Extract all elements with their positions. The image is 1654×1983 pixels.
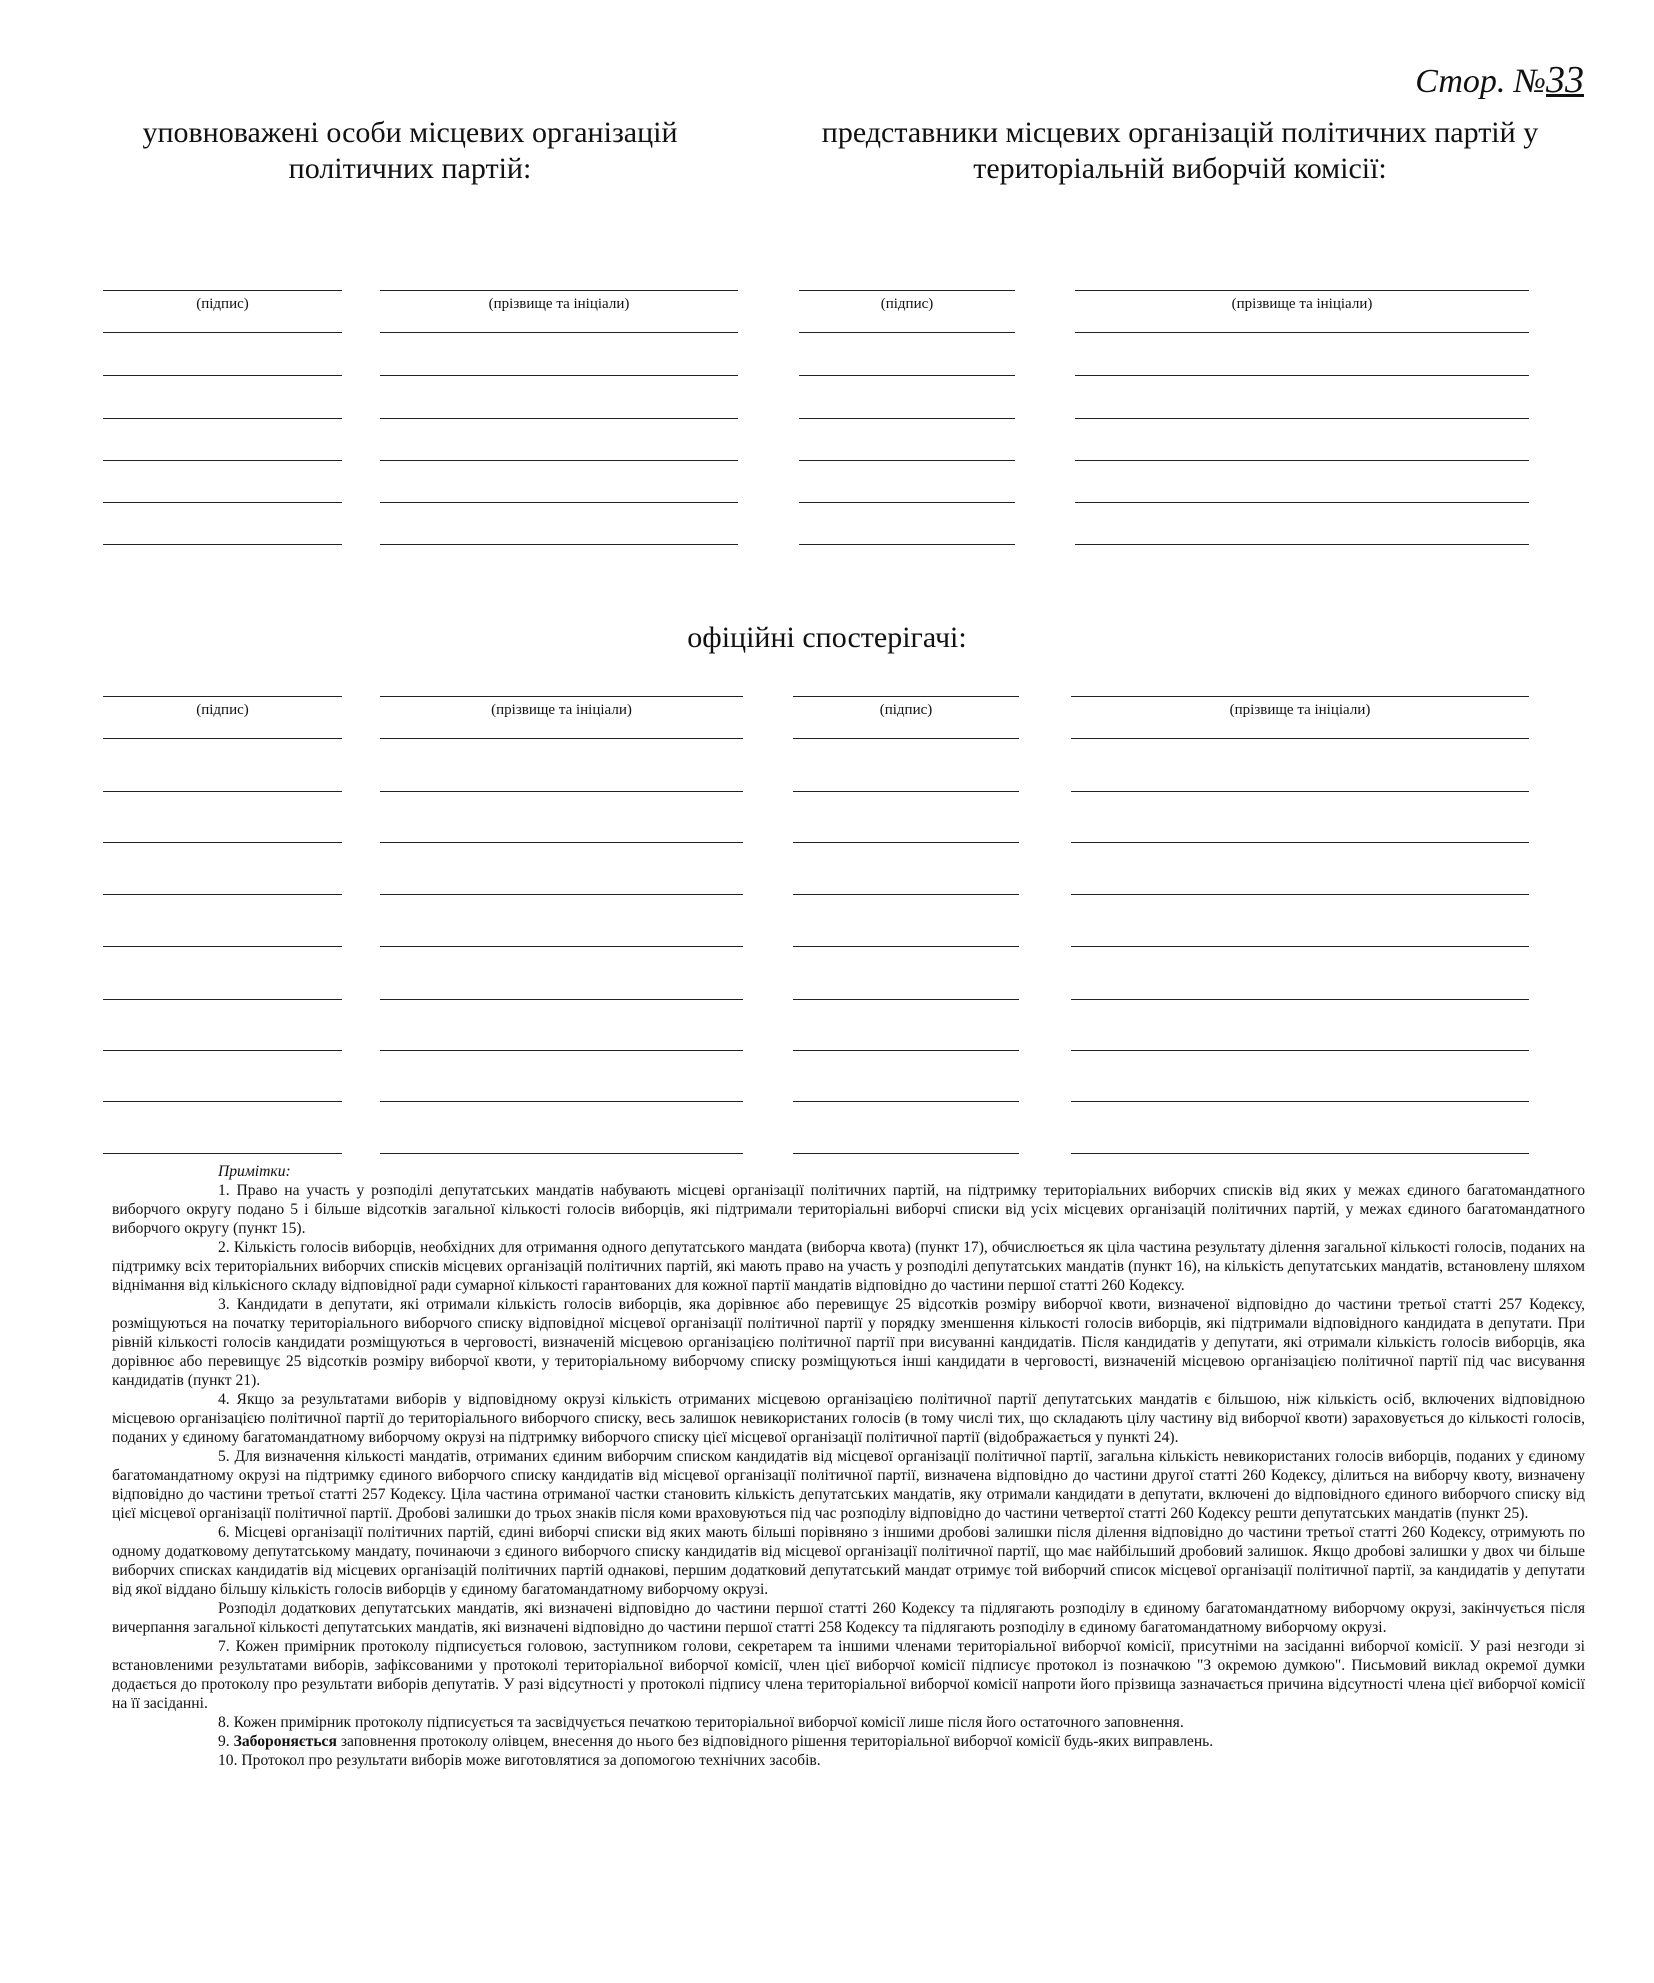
observers-heading: офіційні спостерігачі:: [687, 621, 967, 654]
signature-line[interactable]: [793, 1050, 1019, 1051]
signature-line[interactable]: [793, 738, 1019, 739]
signature-caption: (підпис): [196, 296, 249, 312]
note-item: 6. Місцеві організації політичних партій, єдині виборчі списки від яких мають більші порівняно з іншими дробові залишки після ділення відповідно до частини третьої статті 260 Кодексу, отримують по одному додатковому депутатському мандату, починаючи з єдиного виборчого списку кандидатів від місцевої організації політичної партії, що має найбільший дробовий залишок. Якщо дробові залишки у двох чи більше виборчих списках кандидатів від місцевих організацій політичних партій однакові, першим додатковий депутатський мандат отримує той виборчий список місцевої організації політичної партії, за кандидатів у депутати від якої віддано більшу кількість голосів виборців у єдиному багатомандатному виборчому окрузі.: [112, 1524, 1585, 1598]
notes-section: [112, 1162, 1585, 1770]
signature-line[interactable]: [793, 999, 1019, 1000]
signature-line[interactable]: [103, 544, 342, 545]
signature-line[interactable]: [380, 332, 738, 333]
signature-line[interactable]: [793, 842, 1019, 843]
note-item: 2. Кількість голосів виборців, необхідних для отримання одного депутатського мандата (виборча квота) (пункт 17), обчислюється як ціла частина результату ділення загальної кількості голосів, поданих на підтримку всіх територіальних виборчих списків місцевих організацій політичних партій, які мають право на участь у розподілі депутатських мандатів (пункт 16), на кількість депутатських мандатів, встановлену шляхом віднімання від кількісного складу відповідної ради сумарної кількості гарантованих для кожної партії мандатів відповідно до частини першої статті 260 Кодексу.: [112, 1239, 1585, 1294]
signature-top-line: [103, 696, 342, 697]
note-item: 8. Кожен примірник протоколу підписується та засвідчується печаткою територіальної виборчої комісії лише після його остаточного заповнення.: [218, 1714, 1184, 1731]
signature-line[interactable]: [799, 375, 1015, 376]
signature-line[interactable]: [103, 460, 342, 461]
signature-line[interactable]: [380, 544, 738, 545]
signature-caption: (підпис): [196, 702, 249, 718]
signature-line[interactable]: [1075, 332, 1529, 333]
signature-line[interactable]: [380, 946, 743, 947]
signature-line[interactable]: [380, 1050, 743, 1051]
signature-line[interactable]: [103, 375, 342, 376]
signature-caption: (прізвище та ініціали): [1229, 702, 1371, 718]
signature-caption: (прізвище та ініціали): [491, 702, 632, 718]
signature-line[interactable]: [1071, 738, 1529, 739]
page-number: [1415, 58, 1584, 102]
authorized-persons-heading: уповноважені особи місцевих організацій політичних партій:: [142, 116, 678, 185]
signature-caption: (підпис): [879, 702, 933, 718]
signature-line[interactable]: [793, 1101, 1019, 1102]
signature-line[interactable]: [793, 1153, 1019, 1154]
signature-line[interactable]: [1071, 842, 1529, 843]
signature-line[interactable]: [1071, 1050, 1529, 1051]
note-item: 7. Кожен примірник протоколу підписується головою, заступником голови, секретарем та іншими членами територіальної виборчої комісії, присутніми на засіданні виборчої комісії. У разі незгоди зі встановленими результатами виборів, зафіксованими у протоколі територіальної виборчої комісії, член цієї виборчої комісії підписує протокол із позначкою "З окремою думкою". Письмовий виклад окремої думки додається до протоколу про результати виборів депутатів. У разі відсутності у протоколі підпису члена територіальної виборчої комісії напроти його прізвища зазначається причина відсутності члена цієї виборчої комісії на її засіданні.: [112, 1638, 1585, 1712]
note-item: [112, 1732, 1585, 1751]
signature-top-line: [1071, 696, 1529, 697]
signature-line[interactable]: [103, 894, 342, 895]
notes-title: Примітки:: [218, 1163, 291, 1180]
signature-line[interactable]: [103, 502, 342, 503]
signature-line[interactable]: [103, 332, 342, 333]
signature-line[interactable]: [799, 460, 1015, 461]
signature-line[interactable]: [380, 738, 743, 739]
signature-line[interactable]: [793, 946, 1019, 947]
signature-line[interactable]: [793, 894, 1019, 895]
signature-line[interactable]: [380, 460, 738, 461]
signature-caption: (прізвище та ініціали): [488, 296, 630, 312]
signature-line[interactable]: [799, 332, 1015, 333]
signature-caption: (підпис): [880, 296, 934, 312]
signature-line[interactable]: [103, 842, 342, 843]
signature-line[interactable]: [380, 418, 738, 419]
signature-line[interactable]: [1071, 791, 1529, 792]
signature-line[interactable]: [1075, 375, 1529, 376]
signature-line[interactable]: [380, 375, 738, 376]
note-item: 1. Право на участь у розподілі депутатських мандатів набувають місцеві організації політичних партій, на підтримку територіальних виборчих списків від яких у межах єдиного багатомандатного виборчого округу подано 5 і більше відсотків загальної кількості голосів виборців, які підтримали територіальні виборчі списки від усіх місцевих організацій політичних партій, у межах єдиного багатомандатного виборчого округу (пункт 15).: [112, 1182, 1585, 1237]
signature-line[interactable]: [799, 418, 1015, 419]
signature-top-line: [380, 290, 738, 291]
signature-line[interactable]: [380, 502, 738, 503]
signature-top-line: [799, 290, 1015, 291]
signature-line[interactable]: [103, 1101, 342, 1102]
signature-top-line: [793, 696, 1019, 697]
representatives-heading: представники місцевих організацій політичних партій у територіальній виборчій комісії:: [821, 116, 1539, 185]
note-9-number: 9.: [218, 1733, 230, 1750]
signature-top-line: [1075, 290, 1529, 291]
signature-line[interactable]: [103, 1153, 342, 1154]
signature-line[interactable]: [1075, 418, 1529, 419]
signature-line[interactable]: [380, 842, 743, 843]
signature-line[interactable]: [380, 1153, 743, 1154]
signature-line[interactable]: [380, 1101, 743, 1102]
signature-line[interactable]: [103, 999, 342, 1000]
signature-line[interactable]: [380, 791, 743, 792]
signature-top-line: [103, 290, 342, 291]
signature-line[interactable]: [1075, 502, 1529, 503]
note-item: 10. Протокол про результати виборів може виготовлятися за допомогою технічних засобів.: [218, 1752, 821, 1769]
signature-line[interactable]: [1071, 946, 1529, 947]
page-number-prefix: Стор. №: [1415, 63, 1546, 100]
signature-line[interactable]: [103, 1050, 342, 1051]
signature-line[interactable]: [1075, 544, 1529, 545]
note-9-text: заповнення протоколу олівцем, внесення до нього без відповідного рішення територіальної виборчої комісії будь-яких виправлень.: [340, 1733, 1214, 1750]
signature-line[interactable]: [1071, 1101, 1529, 1102]
signature-line[interactable]: [799, 544, 1015, 545]
signature-line[interactable]: [799, 502, 1015, 503]
signature-line[interactable]: [103, 946, 342, 947]
signature-line[interactable]: [103, 418, 342, 419]
note-item: 5. Для визначення кількості мандатів, отриманих єдиним виборчим списком кандидатів від місцевої організації політичної партії, загальна кількість невикористаних голосів виборців, поданих у єдиному багатомандатному окрузі на підтримку єдиного виборчого списку кандидатів від місцевої організації політичної партії, визначена відповідно до частини другої статті 260 Кодексу, ділиться на виборчу квоту, визначену відповідно до частини третьої статті 257 Кодексу. Ціла частина отриманої частки становить кількість депутатських мандатів, яку отримали кандидати в депутати, включені до відповідного єдиного виборчого списку від цієї місцевої організації політичної партії. Дробові залишки до трьох знаків після коми враховуються під час розподілу відповідно до частини четвертої статті 260 Кодексу решти депутатських мандатів (пункт 25).: [112, 1448, 1585, 1522]
note-item: Розподіл додаткових депутатських мандатів, які визначені відповідно до частини першої статті 260 Кодексу та підлягають розподілу в єдиному багатомандатному виборчому окрузі, закінчується після вичерпання загальної кількості депутатських мандатів, які визначені відповідно до частини першої статті 258 Кодексу та підлягають розподілу в єдиному багатомандатному виборчому окрузі.: [112, 1600, 1585, 1636]
signature-line[interactable]: [1071, 999, 1529, 1000]
signature-line[interactable]: [103, 738, 342, 739]
page-number-value: 33: [1546, 59, 1584, 101]
signature-line[interactable]: [380, 999, 743, 1000]
signature-line[interactable]: [103, 791, 342, 792]
signature-caption: (прізвище та ініціали): [1231, 296, 1373, 312]
note-9-bold: Забороняється: [233, 1733, 337, 1750]
note-item: 4. Якщо за результатами виборів у відповідному окрузі кількість отриманих місцевою організацією політичної партії депутатських мандатів є більшою, ніж кількість осіб, включених відповідною місцевою організацією політичної партії до територіального виборчого списку, весь залишок невикористаних голосів (в тому числі тих, що складають цілу частину від виборчої квоти) зараховується до кількості голосів, поданих у єдиному багатомандатному виборчому окрузі на підтримку виборчого списку цієї місцевої організації політичної партії (відображається у пункті 24).: [112, 1391, 1585, 1446]
note-item: 3. Кандидати в депутати, які отримали кількість голосів виборців, яка дорівнює або перевищує 25 відсотків розміру виборчої квоти, визначеної відповідно до частини третьої статті 257 Кодексу, розміщуються на початку територіального виборчого списку відповідної місцевої організації політичної партії у порядку зменшення кількості голосів виборців, які підтримали відповідного кандидата в депутати. При рівній кількості голосів кандидати розміщуються в черговості, визначеній місцевою організацією політичної партії при висуванні кандидатів. Після кандидатів у депутати, які отримали кількість голосів виборців, яка дорівнює або перевищує 25 відсотків розміру виборчої квоти, у територіальному виборчому списку розміщуються інші кандидати в черговості, визначеній місцевою організацією політичної партії під час висування кандидатів (пункт 21).: [112, 1296, 1585, 1389]
signature-line[interactable]: [380, 894, 743, 895]
signature-line[interactable]: [1075, 460, 1529, 461]
signature-line[interactable]: [793, 791, 1019, 792]
signature-line[interactable]: [1071, 1153, 1529, 1154]
signature-top-line: [380, 696, 743, 697]
signature-line[interactable]: [1071, 894, 1529, 895]
